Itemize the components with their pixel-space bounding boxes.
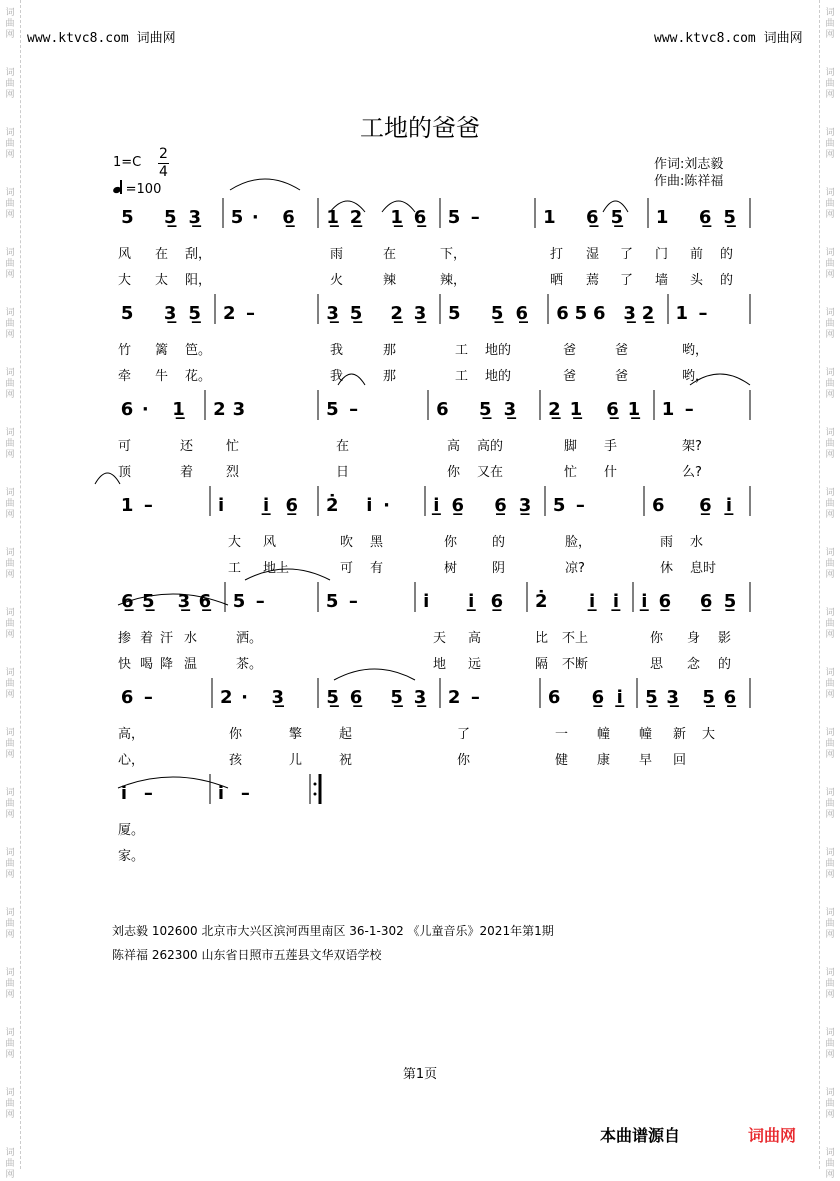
- lyric-word: 地: [433, 657, 447, 672]
- measure-notes: 5 –: [447, 207, 480, 228]
- lyric-word: 头: [690, 273, 704, 288]
- lyric-word: 工: [228, 561, 242, 576]
- measure-notes: 2 3: [213, 399, 246, 420]
- measure-notes: 5 5̲3̲: [121, 207, 202, 228]
- watermark-text: 词 曲 网: [5, 1148, 15, 1180]
- lyric-word: 忙: [564, 465, 578, 480]
- watermark-text: 词 曲 网: [5, 608, 15, 640]
- measure-notes: 1 –: [120, 495, 153, 516]
- lyric-word: 黑: [370, 535, 384, 550]
- measure-notes: 5 –: [552, 495, 585, 516]
- lyric-word: 刮，: [185, 247, 212, 262]
- lyric-word: 你: [447, 465, 461, 480]
- repeat-dot: [314, 793, 317, 796]
- lyric-word: 的: [720, 273, 734, 288]
- source-brand[interactable]: 词曲网: [748, 1126, 797, 1145]
- lyric-word: 太: [155, 273, 169, 288]
- lyric-word: 在: [336, 439, 350, 454]
- lyric-word: 比: [535, 631, 549, 646]
- watermark-text: 词 曲 网: [5, 128, 15, 160]
- lyric-word: 新: [673, 727, 687, 742]
- lyric-word: 心，: [118, 753, 145, 768]
- measure-notes: 2 –: [447, 687, 480, 708]
- lyric-word: 念: [687, 657, 701, 672]
- lyric-word: 康: [597, 753, 611, 768]
- watermark-text: 词 曲 网: [5, 8, 15, 40]
- page-number: 第1页: [402, 1067, 438, 1082]
- footer-line-2: 陈祥福 262300 山东省日照市五莲县文华双语学校: [112, 948, 382, 962]
- lyric-word: 笆。: [185, 343, 212, 358]
- lyric-word: 水: [690, 535, 704, 550]
- lyric-word: 牛: [155, 369, 169, 384]
- lyric-word: 牵: [118, 369, 132, 384]
- lyric-word: 辣: [383, 273, 397, 288]
- measure-notes: 6 –: [120, 687, 153, 708]
- watermark-text: 词 曲 网: [5, 428, 15, 460]
- lyric-word: 幢: [597, 727, 611, 742]
- lyric-word: 你: [229, 727, 243, 742]
- lyric-word: 工: [455, 369, 469, 384]
- lyric-word: 在: [155, 247, 169, 262]
- lyric-word: 蔫: [586, 273, 600, 288]
- key-signature: 1=C: [113, 155, 142, 170]
- lyric-word: 一: [555, 727, 569, 742]
- lyric-word: 息时: [690, 561, 717, 576]
- lyric-word: 了: [620, 247, 634, 262]
- watermark-text: 词 曲 网: [825, 428, 835, 460]
- watermark-text: 词 曲 网: [825, 8, 835, 40]
- lyric-word: 孩: [229, 753, 243, 768]
- lyric-word: 大: [228, 535, 242, 550]
- lyric-word: 脸，: [565, 535, 592, 550]
- lyric-word: 日: [336, 465, 350, 480]
- lyric-word: 早: [639, 753, 653, 768]
- watermark-text: 词 曲 网: [825, 848, 835, 880]
- watermark-text: 词 曲 网: [5, 848, 15, 880]
- lyric-word: 幢: [639, 727, 653, 742]
- composer: 作曲:陈祥福: [654, 174, 724, 189]
- lyric-word: 高的: [477, 439, 504, 454]
- site-name-left: 词曲网: [136, 31, 176, 46]
- watermark-text: 词 曲 网: [825, 968, 835, 1000]
- lyric-word: 高，: [118, 727, 145, 742]
- measure-notes: i –: [120, 783, 153, 804]
- watermark-text: 词 曲 网: [825, 68, 835, 100]
- measure-notes: 1 6̲5̲: [655, 207, 736, 228]
- lyric-word: 茶。: [236, 657, 263, 672]
- lyric-word: 么?: [682, 465, 702, 480]
- measure-notes: 6 6̲i̲: [652, 495, 732, 516]
- watermark-text: 词 曲 网: [5, 68, 15, 100]
- lyric-word: 门: [655, 247, 669, 262]
- lyric-word: 了: [620, 273, 634, 288]
- lyric-word: 洒。: [236, 631, 263, 646]
- watermark-text: 词 曲 网: [5, 548, 15, 580]
- lyric-word: 身: [687, 631, 701, 646]
- lyric-word: 擎: [289, 727, 303, 742]
- lyric-word: 着: [180, 465, 194, 480]
- repeat-dot: [314, 783, 317, 786]
- lyric-word: 喝: [140, 657, 154, 672]
- watermark-text: 词 曲 网: [5, 1088, 15, 1120]
- lyric-word: 天: [433, 631, 447, 646]
- tempo-value: =100: [125, 182, 162, 197]
- lyric-word: 吹: [340, 535, 354, 550]
- measure-notes: 6̲5̲ 3̲6̲: [121, 591, 212, 612]
- watermark-text: 词 曲 网: [5, 908, 15, 940]
- lyric-word: 思: [650, 657, 664, 672]
- lyric-word: 可: [118, 439, 132, 454]
- lyric-word: 高: [447, 439, 461, 454]
- measure-notes: 6 6̲i̲: [547, 687, 623, 708]
- lyric-word: 烈: [226, 465, 240, 480]
- slur: [118, 594, 228, 605]
- lyric-word: 地的: [485, 369, 512, 384]
- watermark-text: 词 曲 网: [825, 188, 835, 220]
- lyric-word: 雨: [660, 535, 674, 550]
- lyric-word: 有: [370, 561, 384, 576]
- measure-notes: 656 3̲2̲: [556, 303, 655, 324]
- lyric-word: 篱: [155, 343, 169, 358]
- lyric-word: 爸: [615, 343, 629, 358]
- watermark-text: 词 曲 网: [825, 368, 835, 400]
- measure-notes: 5̲6̲ 5̲3̲: [326, 687, 427, 708]
- measure-notes: 2 –: [222, 303, 255, 324]
- measure-notes: 5 –: [326, 399, 359, 420]
- watermark-text: 词 曲 网: [825, 1028, 835, 1060]
- watermark-text: 词 曲 网: [825, 908, 835, 940]
- lyric-word: 高: [468, 631, 482, 646]
- measure-notes: 2̲1̲ 6̲1̲: [548, 399, 641, 420]
- lyric-word: 我: [330, 369, 344, 384]
- lyric-word: 不上: [562, 631, 589, 646]
- watermark-text: 词 曲 网: [5, 728, 15, 760]
- lyric-word: 爸: [615, 369, 629, 384]
- lyric-word: 雨: [330, 247, 344, 262]
- lyric-word: 的: [492, 535, 506, 550]
- lyric-word: 打: [550, 247, 564, 262]
- lyric-word: 还: [180, 439, 194, 454]
- lyric-word: 那: [383, 369, 397, 384]
- meter-top: 2: [159, 146, 168, 162]
- lyric-word: 下，: [440, 247, 467, 262]
- lyric-word: 顶: [118, 465, 132, 480]
- lyric-word: 在: [383, 247, 397, 262]
- lyric-word: 忙: [226, 439, 240, 454]
- lyricist: 作词:刘志毅: [654, 157, 724, 172]
- watermark-text: 词 曲 网: [825, 548, 835, 580]
- measure-notes: i̲6̲ 6̲5̲: [641, 591, 737, 612]
- lyric-word: 掺: [118, 631, 132, 646]
- measure-notes: i i̲6̲: [423, 591, 504, 612]
- lyric-word: 你: [457, 753, 471, 768]
- lyric-word: 的: [718, 657, 732, 672]
- lyric-word: 可: [340, 561, 354, 576]
- lyric-word: 又在: [477, 465, 504, 480]
- song-title: 工地的爸爸: [360, 114, 480, 142]
- watermark-text: 词 曲 网: [825, 788, 835, 820]
- lyric-word: 你: [650, 631, 664, 646]
- lyric-word: 降: [160, 657, 174, 672]
- lyric-word: 汗: [160, 631, 174, 646]
- measure-notes: 5 –: [232, 591, 265, 612]
- lyric-word: 影: [718, 631, 732, 646]
- lyric-word: 墙: [655, 273, 669, 288]
- slur: [334, 669, 415, 680]
- watermark-text: 词 曲 网: [825, 488, 835, 520]
- lyric-word: 凉?: [565, 561, 585, 576]
- lyric-word: 工: [455, 343, 469, 358]
- measure-notes: 5 –: [325, 591, 358, 612]
- lyric-word: 手: [604, 439, 618, 454]
- watermark-text: 词 曲 网: [5, 188, 15, 220]
- source-label: 本曲谱源自: [600, 1126, 681, 1145]
- lyric-word: 火: [330, 273, 344, 288]
- measure-notes: 5 3̲5̲: [120, 303, 201, 324]
- lyric-word: 家。: [118, 849, 145, 864]
- lyric-word: 辣，: [440, 273, 467, 288]
- lyric-word: 哟，: [682, 343, 709, 358]
- lyric-word: 我: [330, 343, 344, 358]
- lyric-word: 什: [604, 465, 618, 480]
- watermark-text: 词 曲 网: [825, 308, 835, 340]
- watermark-text: 词 曲 网: [825, 1088, 835, 1120]
- lyric-word: 竹: [118, 343, 132, 358]
- lyric-word: 风: [118, 247, 132, 262]
- lyric-word: 水: [184, 631, 198, 646]
- measure-notes: 6· 1̲: [120, 399, 185, 420]
- lyric-word: 风: [263, 535, 277, 550]
- lyric-word: 爸: [563, 343, 577, 358]
- measure-notes: 2̇ i·: [326, 495, 391, 516]
- measure-notes: 1 –: [675, 303, 708, 324]
- meter-bottom: 4: [159, 164, 168, 180]
- footer-line-1: 刘志毅 102600 北京市大兴区滨河西里南区 36-1-302 《儿童音乐》2021年第1期: [112, 924, 554, 938]
- watermark-text: 词 曲 网: [5, 488, 15, 520]
- watermark-text: 词 曲 网: [825, 128, 835, 160]
- watermark-text: 词 曲 网: [5, 968, 15, 1000]
- measure-notes: 1 –: [661, 399, 694, 420]
- lyric-word: 架?: [682, 439, 702, 454]
- site-url-right-text: www.ktvc8.com: [654, 31, 756, 46]
- lyric-word: 休: [660, 561, 674, 576]
- measure-notes: 1 6̲5̲: [543, 207, 624, 228]
- slur: [230, 179, 300, 190]
- lyric-word: 隔: [535, 657, 549, 672]
- lyric-word: 起: [339, 727, 353, 742]
- lyric-word: 远: [468, 657, 482, 672]
- measure-notes: 5· 6̲: [230, 207, 295, 228]
- lyric-word: 阳，: [185, 273, 212, 288]
- measure-notes: i̲6̲ 6̲3̲: [433, 495, 532, 516]
- measure-notes: i i̲6̲: [218, 495, 299, 516]
- lyric-word: 阴: [492, 561, 506, 576]
- watermark-text: 词 曲 网: [825, 668, 835, 700]
- lyric-word: 温: [184, 657, 198, 672]
- lyric-word: 健: [555, 753, 569, 768]
- lyric-word: 地上: [263, 561, 290, 576]
- watermark-text: 词 曲 网: [5, 368, 15, 400]
- watermark-text: 词 曲 网: [825, 248, 835, 280]
- lyric-word: 那: [383, 343, 397, 358]
- lyric-word: 晒: [550, 273, 564, 288]
- lyric-word: 回: [673, 753, 687, 768]
- lyric-word: 儿: [289, 753, 303, 768]
- lyric-word: 的: [720, 247, 734, 262]
- watermark-text: 词 曲 网: [825, 728, 835, 760]
- lyric-word: 不断: [562, 657, 589, 672]
- slur: [95, 473, 120, 484]
- watermark-text: 词 曲 网: [5, 668, 15, 700]
- lyric-word: 祝: [339, 753, 353, 768]
- lyric-word: 树: [444, 561, 458, 576]
- lyric-word: 厦。: [118, 823, 145, 838]
- watermark-text: 词 曲 网: [825, 1148, 835, 1180]
- lyric-word: 着: [140, 631, 154, 646]
- lyric-word: 地的: [485, 343, 512, 358]
- watermark-text: 词 曲 网: [5, 308, 15, 340]
- lyric-word: 你: [444, 535, 458, 550]
- measure-notes: 3̲5̲ 2̲3̲: [326, 303, 427, 324]
- measure-notes: i –: [217, 783, 250, 804]
- lyric-word: 哟，: [682, 369, 709, 384]
- watermark-text: 词 曲 网: [5, 788, 15, 820]
- measure-notes: 6 5̲3̲: [436, 399, 517, 420]
- lyric-word: 了: [457, 727, 471, 742]
- measure-notes: 1̲2̲ 1̲6̲: [326, 207, 427, 228]
- lyric-word: 前: [690, 247, 704, 262]
- measure-notes: 5 5̲6̲: [448, 303, 529, 324]
- lyric-word: 脚: [564, 439, 578, 454]
- site-url-left-text: www.ktvc8.com: [27, 31, 129, 46]
- lyric-word: 湿: [586, 247, 600, 262]
- watermark-text: 词 曲 网: [5, 248, 15, 280]
- watermark-text: 词 曲 网: [5, 1028, 15, 1060]
- measure-notes: 5̲3̲ 5̲6̲: [645, 687, 737, 708]
- lyric-word: 大: [702, 727, 716, 742]
- watermark-text: 词 曲 网: [825, 608, 835, 640]
- site-name-right: 词曲网: [763, 31, 803, 46]
- measure-notes: 2· 3̲: [220, 687, 284, 708]
- lyric-word: 爸: [563, 369, 577, 384]
- lyric-word: 大: [118, 273, 132, 288]
- measure-notes: 2̇ i̲i̲: [535, 591, 619, 612]
- lyric-word: 快: [118, 657, 132, 672]
- lyric-word: 花。: [185, 369, 212, 384]
